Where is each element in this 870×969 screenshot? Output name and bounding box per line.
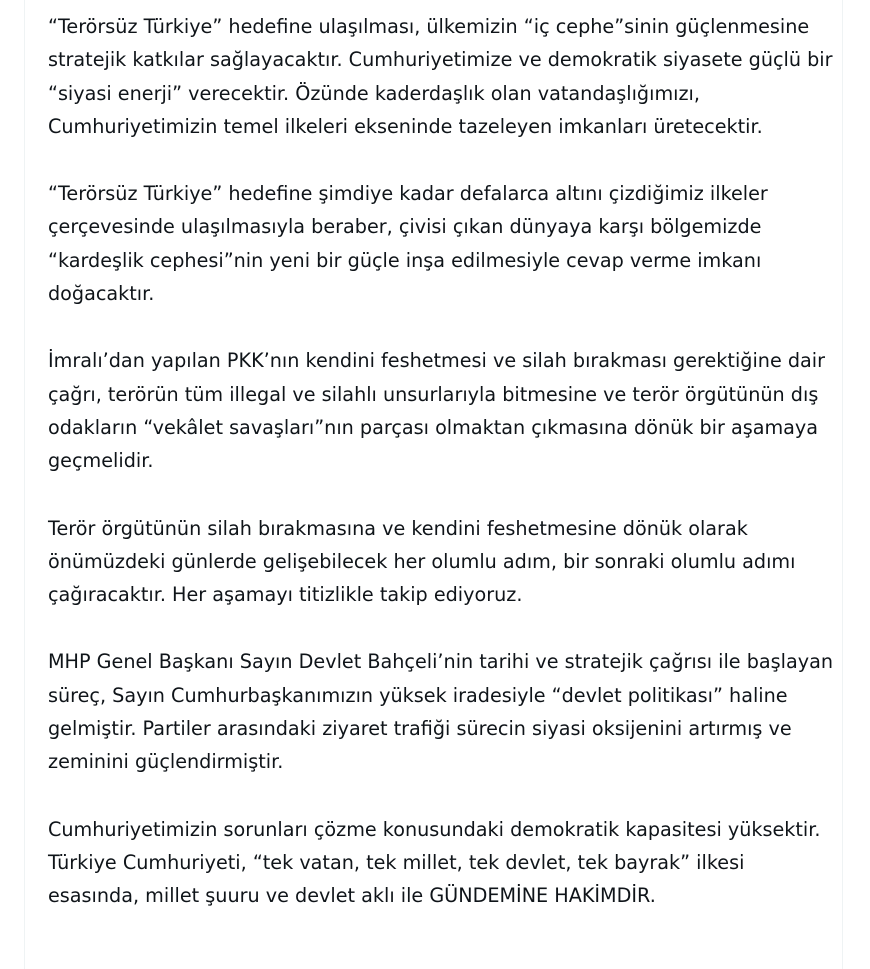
post-paragraph-6: Cumhuriyetimizin sorunları çözme konusundaki demokratik kapasitesi yüksektir. Türkiye Cumhuriyeti, “tek vatan, tek millet, tek devlet, tek bayrak” ilkesi esasında, millet şuuru ve devlet aklı ile GÜNDEMİNE HAKİMDİR.: [48, 817, 821, 908]
timeline-column-right-border: [842, 0, 843, 969]
post-paragraph-4: Terör örgütünün silah bırakmasına ve kendini feshetmesine dönük olarak önümüzdeki günlerde gelişebilecek her olumlu adım, bir sonraki olumlu adımı çağıracaktır. Her aşamayı titizlikle takip ediyoruz.: [48, 516, 796, 607]
post-paragraph-2: “Terörsüz Türkiye” hedefine şimdiye kadar defalarca altını çizdiğimiz ilkeler çerçevesinde ulaşılmasıyla beraber, çivisi çıkan dünyaya karşı bölgemizde “kardeşlik cephesi”nin yeni bir güçle inşa edilmesiyle cevap verme imkanı doğacaktır.: [48, 182, 768, 306]
post-paragraph-1: “Terörsüz Türkiye” hedefine ulaşılması, ülkemizin “iç cephe”sinin güçlenmesine stratejik katkılar sağlayacaktır. Cumhuriyetimize ve demokratik siyasete güçlü bir “siyasi enerji” verecektir. Özünde kaderdaşlık olan vatandaşlığımızı, Cumhuriyetimizin temel ilkeleri ekseninde tazeleyen imkanları üretecektir.: [48, 15, 833, 138]
post-paragraph-3: İmralı’dan yapılan PKK’nın kendini feshetmesi ve silah bırakması gerektiğine dair çağrı, terörün tüm illegal ve silahlı unsurlarıyla bitmesine ve terör örgütünün dış odakların “vekâlet savaşları”nın parçası olmaktan çıkmasına dönük bir aşamaya geçmelidir.: [48, 349, 826, 473]
post-text-body: [48, 10, 840, 913]
timeline-column-left-border: [24, 0, 25, 969]
post-paragraph-5: MHP Genel Başkanı Sayın Devlet Bahçeli’nin tarihi ve stratejik çağrısı ile başlayan süreç, Sayın Cumhurbaşkanımızın yüksek iradesiyle “devlet politikası” haline gelmiştir. Partiler arasındaki ziyaret trafiği sürecin siyasi oksijenini artırmış ve zeminini güçlendirmiştir.: [48, 650, 834, 774]
